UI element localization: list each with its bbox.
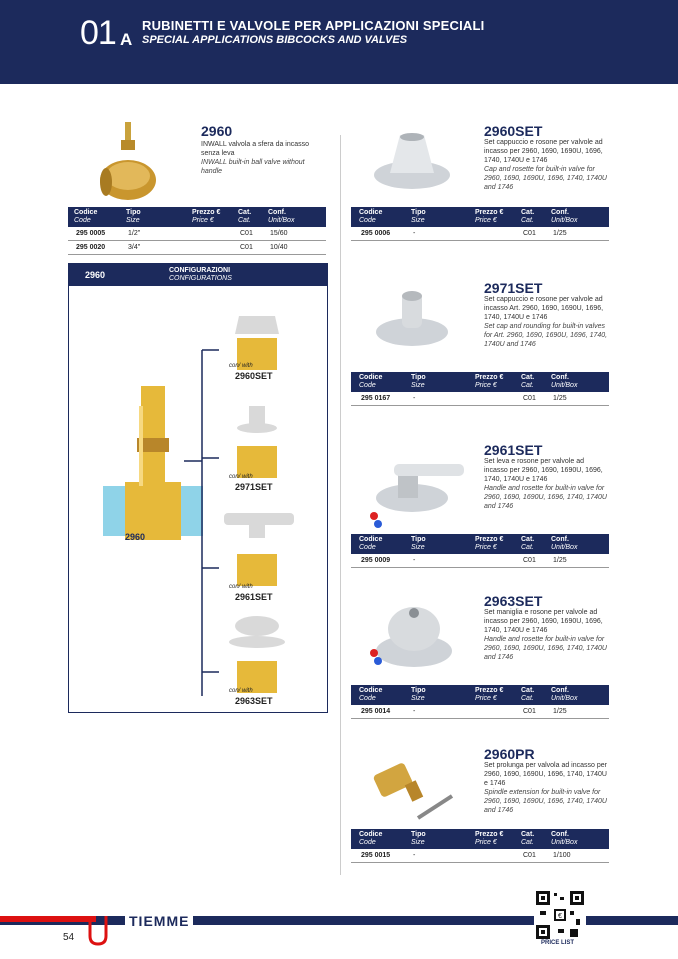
qr-code-icon[interactable] — [534, 889, 586, 941]
table-header — [68, 207, 326, 227]
brand-logo: TIEMME — [125, 913, 193, 929]
desc-en: Cap and rosette for built-in valve for 2960, 1690, 1690U, 1696, 1740, 1740U and 1746 — [484, 166, 607, 191]
config-item-2960set: 2960SET — [235, 371, 273, 381]
table-header — [351, 829, 609, 849]
product-title-2971set: 2971SET — [484, 280, 543, 296]
with-label: con/ with — [229, 363, 253, 369]
col-code: Codice Code — [359, 209, 383, 224]
col-price: Prezzo € Price € — [475, 374, 504, 389]
with-label: con/ with — [229, 474, 253, 480]
configurations-diagram — [69, 286, 327, 711]
product-image-2960pr — [368, 748, 468, 838]
configurations-header: 2960 CONFIGURAZIONI CONFIGURATIONS — [69, 264, 327, 286]
col-size: Tipo Size — [411, 536, 426, 551]
product-image-2971set — [368, 282, 468, 372]
desc-en: Handle and rosette for built-in valve for 2960, 1690, 1690U, 1696, 1740, 1740U and 1746 — [484, 636, 607, 661]
config-item-2963set: 2963SET — [235, 696, 273, 706]
table-row: 295 0020 3/4" C01 10/40 — [68, 241, 326, 255]
page-header — [0, 0, 678, 84]
base-valve-label: 2960 — [125, 532, 146, 542]
ball-valve-image — [98, 120, 160, 202]
footer-hook — [88, 916, 108, 946]
price-table-2961set — [351, 534, 609, 568]
col-price: Prezzo € Price € — [475, 536, 504, 551]
desc-en: Handle and rosette for built-in valve for 2960, 1690, 1690U, 1696, 1740, 1740U and 1746 — [484, 485, 607, 510]
configurations-panel — [68, 263, 328, 713]
desc-it: Set maniglia e rosone per valvole ad incasso per 2960, 1690, 1690U, 1696, 1740, 1740U e 1746 — [484, 609, 603, 634]
product-desc-2963set — [484, 608, 608, 662]
product-desc-2961set — [484, 457, 608, 511]
col-code: Codice Code — [359, 831, 383, 846]
product-image-2960set — [368, 125, 468, 215]
price-table-2963set — [351, 685, 609, 719]
product-title-2960set: 2960SET — [484, 123, 543, 139]
table-header — [351, 534, 609, 554]
col-price: Prezzo € Price € — [475, 209, 504, 224]
desc-it: Set leva e rosone per valvole ad incasso per 2960, 1690, 1690U, 1696, 1740, 1740U e 1746 — [484, 458, 603, 483]
col-code: Codice Code — [74, 209, 98, 224]
section-letter: A — [120, 30, 133, 49]
desc-it: Set cappuccio e rosone per valvole ad incasso per 2960, 1690, 1690U, 1696, 1740, 1740U e 1746 — [484, 139, 603, 164]
col-cat: Cat. Cat. — [521, 209, 535, 224]
col-size: Tipo Size — [411, 687, 426, 702]
desc-it: Set cappuccio e rosone per valvole ad incasso Art. 2960, 1690, 1690U, 1696, 1740, 1740U e 1746 — [484, 296, 604, 321]
desc-en: INWALL built-in ball valve without handle — [201, 159, 305, 175]
table-row: 295 0167 - C01 1/25 — [351, 392, 609, 406]
col-code: Codice Code — [359, 374, 383, 389]
with-label: con/ with — [229, 584, 253, 590]
table-header — [351, 372, 609, 392]
col-cat: Cat. Cat. — [521, 374, 535, 389]
desc-it: INWALL valvola a sfera da incasso senza leva — [201, 141, 310, 157]
col-size: Tipo Size — [126, 209, 141, 224]
table-row: 295 0014 - C01 1/25 — [351, 705, 609, 719]
product-title-2961set: 2961SET — [484, 442, 543, 458]
product-desc-2971set — [484, 295, 608, 349]
product-desc-2960pr — [484, 761, 608, 815]
table-row: 295 0015 - C01 1/100 — [351, 849, 609, 863]
section-title-en: SPECIAL APPLICATIONS BIBCOCKS AND VALVES — [142, 34, 408, 46]
product-desc-2960 — [201, 140, 311, 176]
config-item-2961set: 2961SET — [235, 592, 273, 602]
product-title-2960pr: 2960PR — [484, 746, 535, 762]
col-conf: Conf. Unit/Box — [551, 536, 578, 551]
table-header — [351, 207, 609, 227]
col-conf: Conf. Unit/Box — [551, 831, 578, 846]
desc-it: Set prolunga per valvola ad incasso per 2960, 1690, 1690U, 1696, 1740, 1740U e 1746 — [484, 762, 607, 787]
config-item-2971set: 2971SET — [235, 482, 273, 492]
col-conf: Conf. Unit/Box — [551, 374, 578, 389]
with-label: con/ with — [229, 688, 253, 694]
product-image-2961set — [368, 444, 468, 534]
col-cat: Cat. Cat. — [521, 536, 535, 551]
col-cat: Cat. Cat. — [238, 209, 252, 224]
column-divider — [340, 135, 341, 875]
price-table-2960 — [68, 207, 326, 255]
product-image-2963set — [368, 595, 468, 685]
section-number: 01 — [80, 14, 116, 52]
col-conf: Conf. Unit/Box — [551, 687, 578, 702]
table-row: 295 0009 - C01 1/25 — [351, 554, 609, 568]
col-size: Tipo Size — [411, 374, 426, 389]
table-row: 295 0006 - C01 1/25 — [351, 227, 609, 241]
svg-text:€: € — [558, 913, 562, 920]
section-title-it: RUBINETTI E VALVOLE PER APPLICAZIONI SPECIALI — [142, 18, 485, 33]
table-row: 295 0005 1/2" C01 15/60 — [68, 227, 326, 241]
col-code: Codice Code — [359, 687, 383, 702]
price-table-2971set — [351, 372, 609, 406]
table-header — [351, 685, 609, 705]
col-cat: Cat. Cat. — [521, 687, 535, 702]
col-code: Codice Code — [359, 536, 383, 551]
product-desc-2960set — [484, 138, 608, 192]
col-price: Prezzo € Price € — [475, 831, 504, 846]
page-number: 54 — [63, 932, 75, 943]
price-table-2960pr — [351, 829, 609, 863]
col-conf: Conf. Unit/Box — [551, 209, 578, 224]
price-list-label: PRICE LIST — [541, 940, 575, 946]
col-size: Tipo Size — [411, 209, 426, 224]
product-title-2960: 2960 — [201, 123, 233, 139]
footer-accent — [0, 916, 96, 922]
product-title-2963set: 2963SET — [484, 593, 543, 609]
col-cat: Cat. Cat. — [521, 831, 535, 846]
col-price: Prezzo € Price € — [192, 209, 221, 224]
desc-en: Set cap and rounding for built-in valves for Art. 2960, 1690, 1690U, 1696, 1740, 1740U and 1746 — [484, 323, 608, 348]
col-size: Tipo Size — [411, 831, 426, 846]
price-table-2960set — [351, 207, 609, 241]
desc-en: Spindle extension for built-in valve for 2960, 1690, 1690U, 1696, 1740, 1740U and 1746 — [484, 789, 607, 814]
col-price: Prezzo € Price € — [475, 687, 504, 702]
col-conf: Conf. Unit/Box — [268, 209, 295, 224]
